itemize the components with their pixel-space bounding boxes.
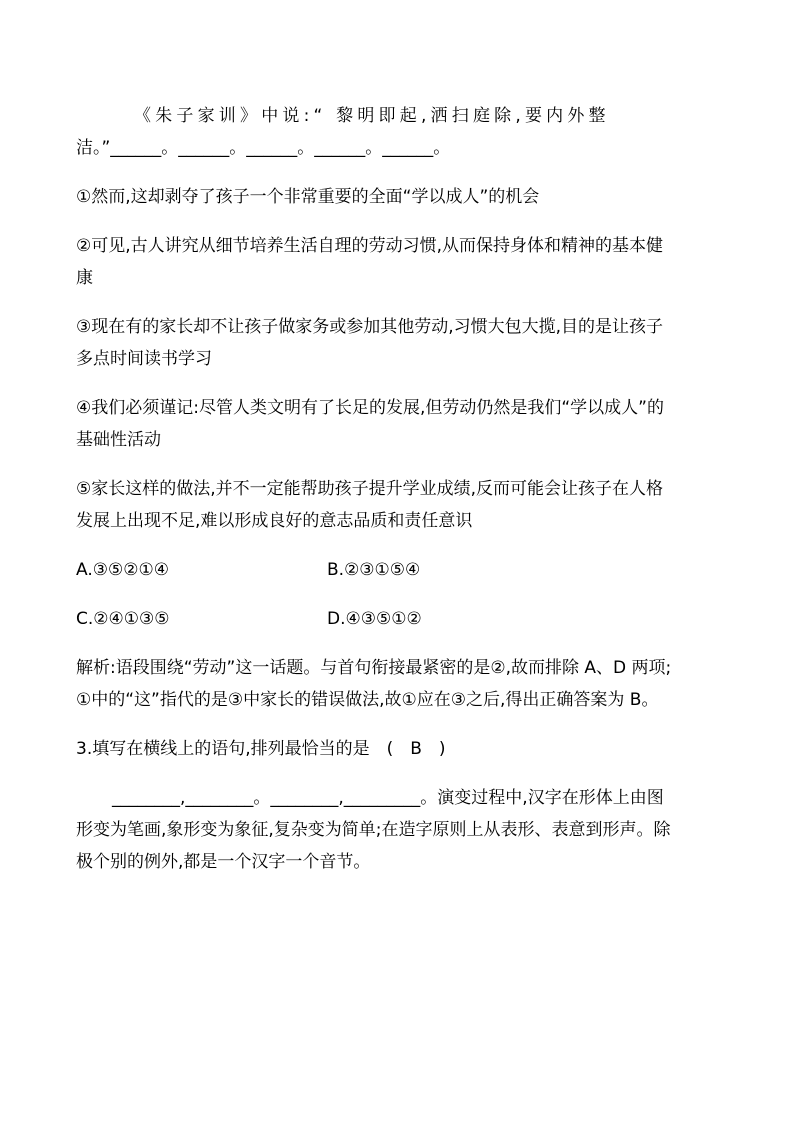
- sentence-3-line-1: ③现在有的家长却不让孩子做家务或参加其他劳动,习惯大包大揽,目的是让孩子: [76, 317, 664, 337]
- sentence-2-line-2: 康: [76, 268, 93, 288]
- question-3-line-2: 形变为笔画,象形变为象征,复杂变为简单;在造字原则上从表形、表意到形声。除: [76, 820, 671, 840]
- analysis-line-1: 解析:语段围绕“劳动”这一话题。与首句衔接最紧密的是②,故而排除 A、D 两项;: [76, 658, 672, 678]
- option-c: C.②④①③⑤: [76, 609, 170, 629]
- option-d: D.④③⑤①②: [327, 609, 422, 629]
- passage-intro-line-2: 洁。”______。______。______。______。______。: [76, 138, 451, 158]
- option-b: B.②③①⑤④: [327, 560, 421, 580]
- question-3-line-3: 极个别的例外,都是一个汉字一个音节。: [76, 852, 371, 872]
- sentence-4-line-1: ④我们必须谨记:尽管人类文明有了长足的发展,但劳动仍然是我们“学以成人”的: [76, 398, 664, 418]
- sentence-2-line-1: ②可见,古人讲究从细节培养生活自理的劳动习惯,从而保持身体和精神的基本健: [76, 236, 664, 256]
- sentence-1-line-1: ①然而,这却剥夺了孩子一个非常重要的全面“学以成人”的机会: [76, 187, 540, 207]
- question-3-line-1: ________,________。________,_________。演变过程中,汉字在形体上由图: [112, 788, 664, 808]
- sentence-5-line-1: ⑤家长这样的做法,并不一定能帮助孩子提升学业成绩,反而可能会让孩子在人格: [76, 479, 664, 499]
- sentence-5-line-2: 发展上出现不足,难以形成良好的意志品质和责任意识: [76, 511, 473, 531]
- sentence-3-line-2: 多点时间读书学习: [76, 349, 212, 369]
- sentence-4-line-2: 基础性活动: [76, 430, 161, 450]
- passage-intro-line-1: 《朱子家训》中说:“ 黎明即起,洒扫庭除,要内外整: [134, 106, 610, 126]
- document-page: [76, 100, 722, 878]
- options-row-1: [76, 554, 722, 586]
- question-3-title: 3.填写在横线上的语句,排列最恰当的是 ( B ): [76, 739, 446, 759]
- options-row-2: [76, 603, 722, 635]
- analysis-line-2: ①中的“这”指代的是③中家长的错误做法,故①应在③之后,得出正确答案为 B。: [76, 690, 659, 710]
- option-a: A.③⑤②①④: [76, 560, 169, 580]
